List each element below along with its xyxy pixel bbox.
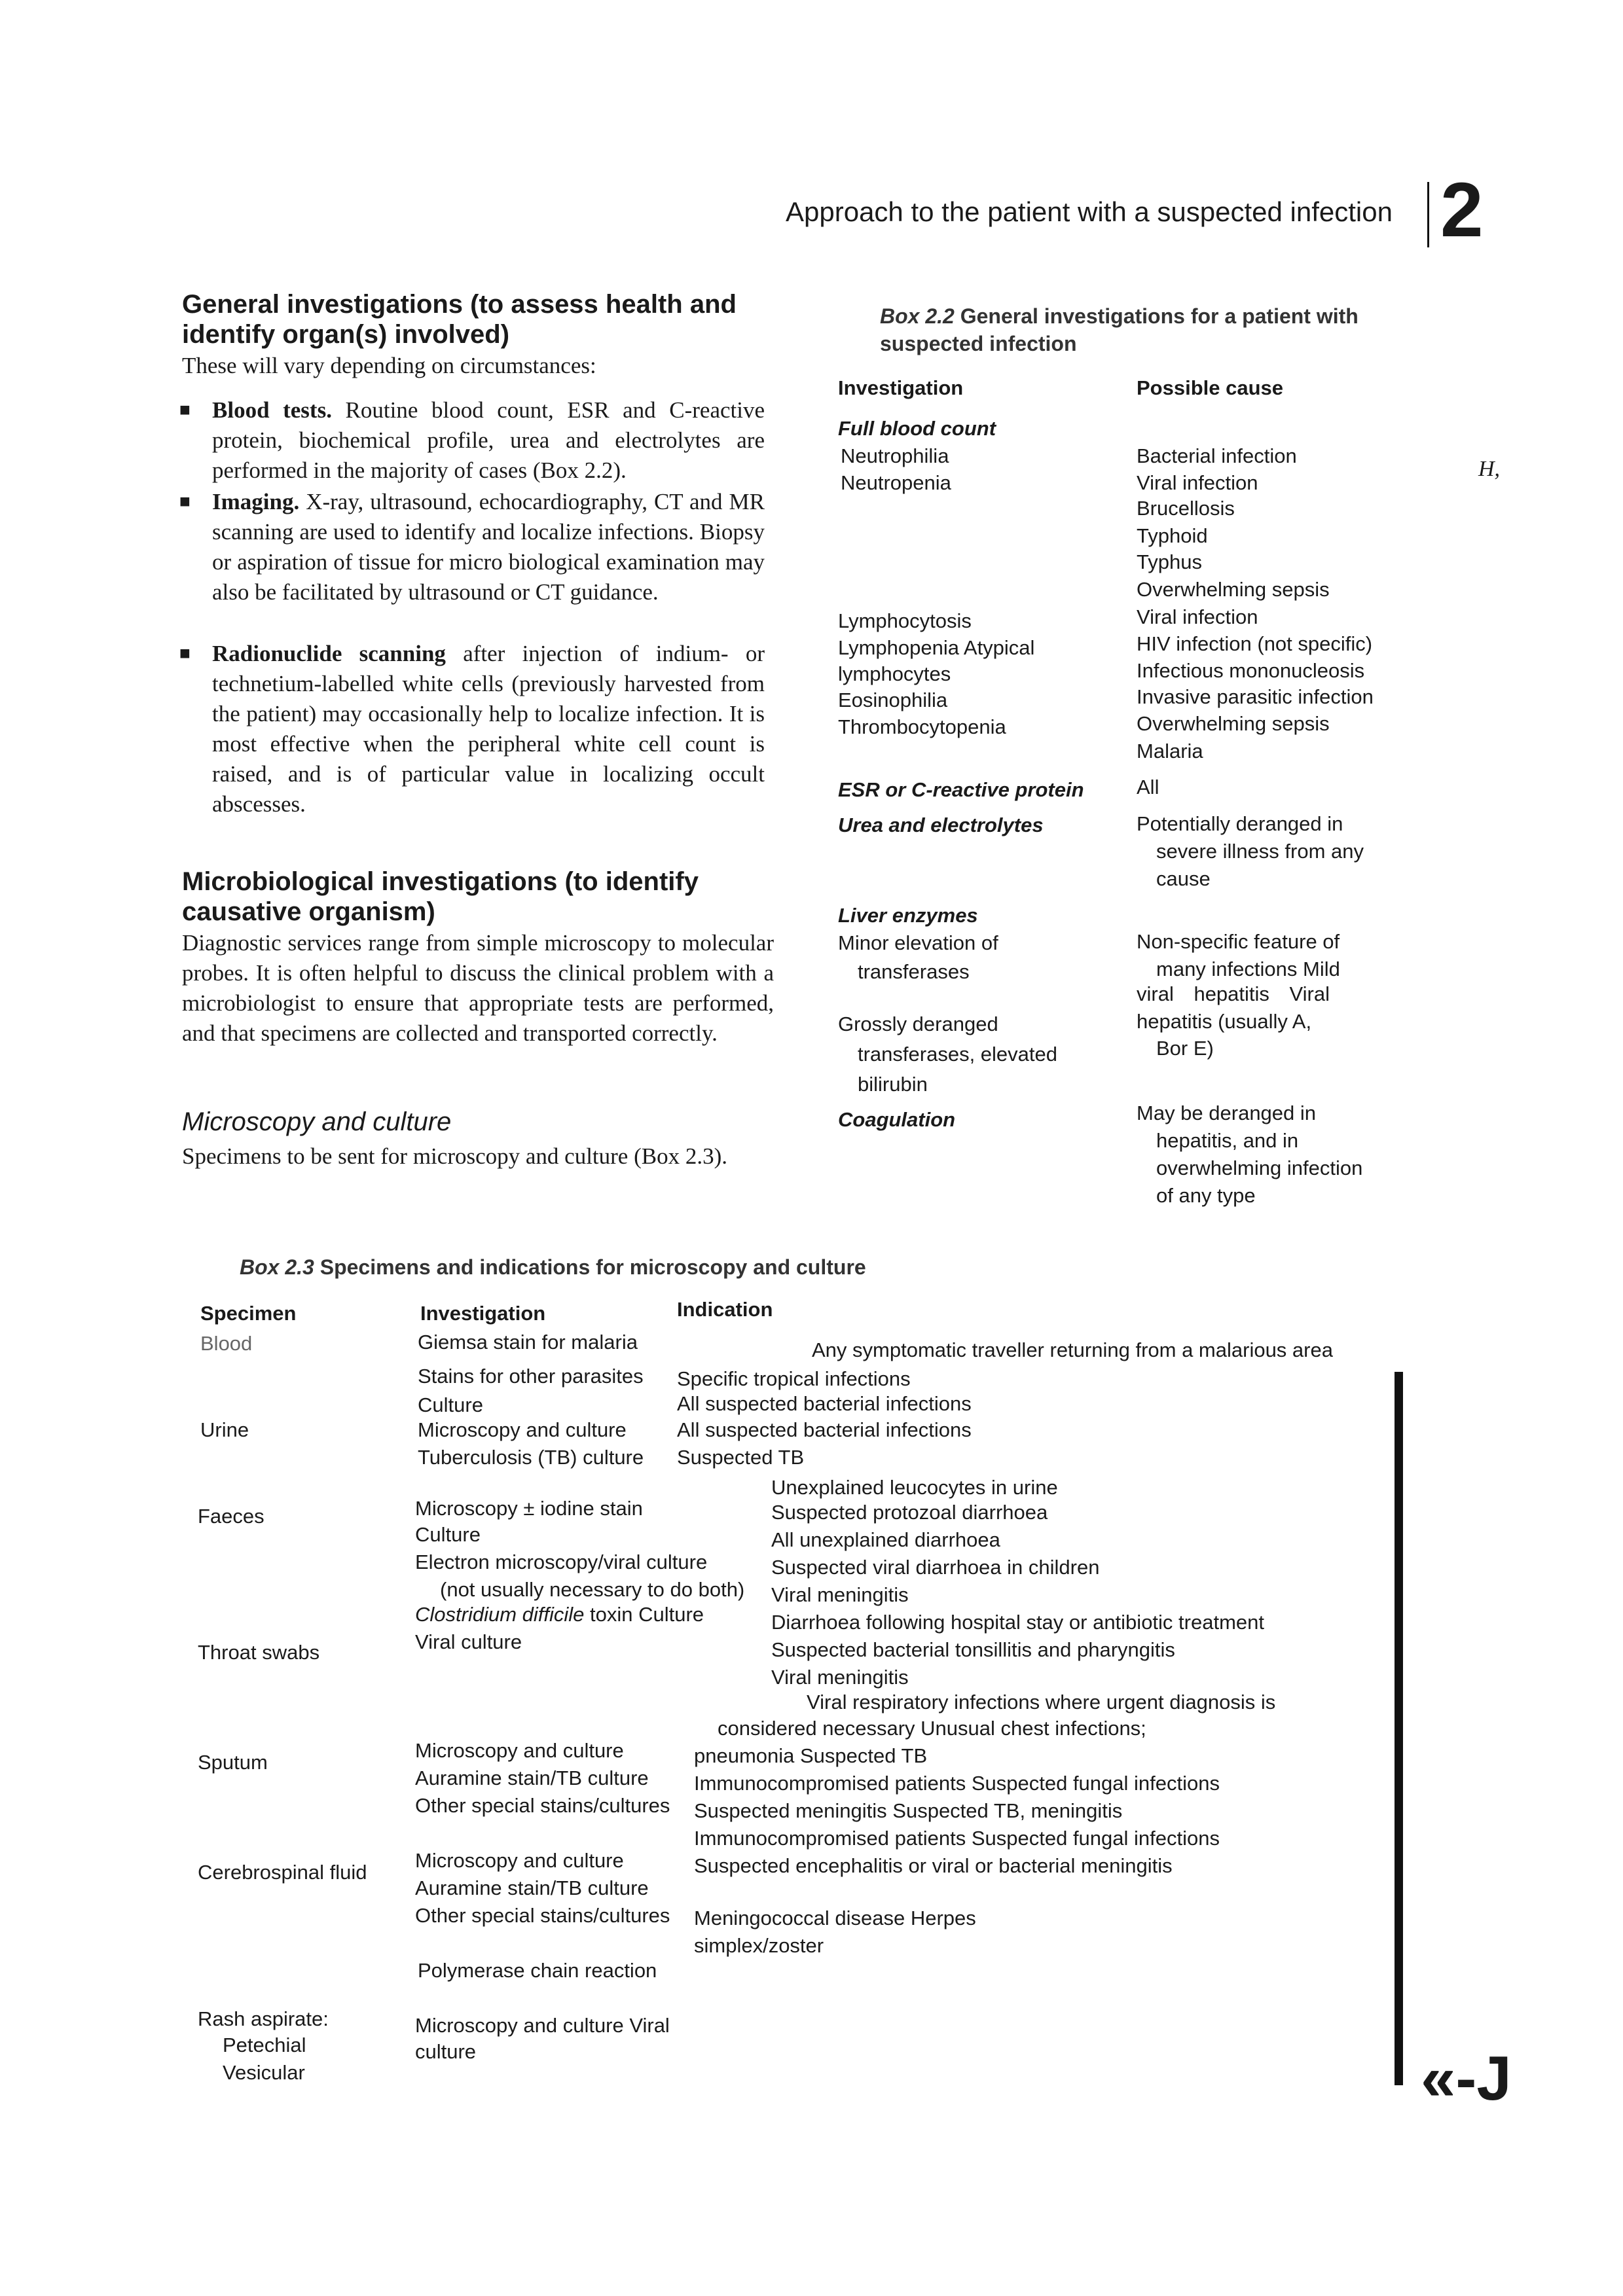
box22-cause: Viral infection [1137, 471, 1258, 494]
specimen-vesicular: Vesicular [223, 2061, 305, 2084]
box23-col-specimen: Specimen [200, 1302, 297, 1325]
box22-coag-cause: of any type [1156, 1184, 1256, 1207]
specimen-urine: Urine [200, 1418, 249, 1441]
specimen-csf: Cerebrospinal fluid [198, 1861, 367, 1884]
running-header: Approach to the patient with a suspected infection [786, 196, 1393, 227]
box22-coag-cause: overwhelming infection [1156, 1157, 1363, 1179]
box22-coagulation: Coagulation [838, 1108, 956, 1131]
investigation-item: Auramine stain/TB culture [415, 1876, 649, 1899]
box-2-2-title [880, 302, 1404, 357]
indication-item: Viral respiratory infections where urgent diagnosis is [807, 1691, 1276, 1713]
box22-minor-cause: Bor E) [1156, 1037, 1214, 1060]
box22-lymphocytes: lymphocytes [838, 662, 951, 685]
box22-cause: Brucellosis [1137, 497, 1235, 520]
indication-item: pneumonia Suspected TB [694, 1744, 928, 1767]
culture-paragraph: Specimens to be sent for microscopy and culture (Box 2.3). [182, 1143, 727, 1169]
indication-item: Suspected meningitis Suspected TB, meningitis [694, 1799, 1123, 1822]
section-heading-culture: Microscopy and culture [182, 1107, 452, 1136]
chapter-number: 2 [1440, 167, 1484, 253]
investigation-item: Culture [415, 1523, 481, 1546]
indication-item: All suspected bacterial infections [677, 1392, 972, 1415]
specimen-throat: Throat swabs [198, 1641, 320, 1664]
indication-item: considered necessary Unusual chest infections; [718, 1717, 1146, 1740]
box22-cause: Viral infection [1137, 605, 1258, 628]
specimen-rash: Rash aspirate: [198, 2007, 329, 2030]
box22-urea-cause: severe illness from any [1156, 840, 1364, 863]
indication-item: All unexplained diarrhoea [771, 1528, 1000, 1551]
investigation-item: Electron microscopy/viral culture [415, 1551, 708, 1573]
box22-minor-cause: many infections Mild [1156, 958, 1340, 980]
general-intro: These will vary depending on circumstances: [182, 353, 596, 378]
specimen-petechial: Petechial [223, 2034, 306, 2056]
indication-item: Unexplained leucocytes in urine [771, 1476, 1058, 1499]
investigation-item: Stains for other parasites [418, 1365, 644, 1388]
box22-minor-cause: viral hepatitis Viral [1137, 982, 1330, 1005]
indication-item: Viral meningitis [771, 1583, 909, 1606]
box22-cause: Invasive parasitic infection [1137, 685, 1374, 708]
section-heading-micro: Microbiological investigations (to identify causative organism) [182, 867, 699, 926]
indication-item: Suspected bacterial tonsillitis and pharyngitis [771, 1638, 1175, 1661]
box22-liver: Liver enzymes [838, 904, 978, 927]
investigation-item: culture [415, 2040, 477, 2063]
specimen-blood: Blood [200, 1332, 253, 1355]
box22-col-cause: Possible cause [1137, 376, 1284, 399]
bullet-lead: Imaging. [212, 489, 300, 514]
investigation-item: Microscopy and culture [415, 1739, 624, 1762]
box-title-text: General investigations for a patient with suspected infection [880, 304, 1359, 355]
bullet-lead: Blood tests. [212, 397, 332, 423]
indication-item: Specific tropical infections [677, 1367, 911, 1390]
bullet-imaging [179, 487, 765, 607]
indication-item: Suspected encephalitis or viral or bacterial meningitis [694, 1854, 1173, 1877]
investigation-item: Microscopy and culture Viral [415, 2014, 670, 2037]
box23-col-indication: Indication [677, 1298, 773, 1321]
box22-grossly: Grossly deranged [838, 1013, 998, 1035]
indication-item: Immunocompromised patients Suspected fungal infections [694, 1772, 1220, 1795]
box22-neutrophilia: Neutrophilia [841, 444, 949, 467]
investigation-item: Culture [418, 1393, 483, 1416]
bullet-text: Routine blood count, ESR and C-reactive protein, biochemical profile, urea and electrolytes are performed in the majority of cases (Box 2.2). [212, 397, 765, 483]
box22-urea: Urea and electrolytes [838, 814, 1044, 836]
box22-eosinophilia: Eosinophilia [838, 689, 948, 711]
box23-col-investigation: Investigation [420, 1302, 546, 1325]
indication-item: Diarrhoea following hospital stay or antibiotic treatment [771, 1611, 1264, 1634]
investigation-item: Viral culture [415, 1630, 522, 1653]
indication-item: simplex/zoster [694, 1934, 824, 1957]
box22-full-blood-count: Full blood count [838, 417, 996, 440]
box-2-3-title [240, 1255, 866, 1280]
box-label: Box 2.2 [880, 304, 955, 328]
indication-item: All suspected bacterial infections [677, 1418, 972, 1441]
corner-mark: «-J [1421, 2043, 1512, 2113]
investigation-item: Microscopy and culture [418, 1418, 627, 1441]
box22-neutropenia: Neutropenia [841, 471, 951, 494]
box22-lymphopenia: Lymphopenia Atypical [838, 636, 1035, 659]
bullet-blood-tests [179, 395, 765, 486]
bullet-text: after injection of indium- or technetium-labelled white cells (previously harvested from the patient) may occasionally help to localize infection. It is most effective when the peripheral white cell count is raised, and is of particular value in localizing occult abscesses. [212, 641, 765, 817]
box22-esr: ESR or C-reactive protein [838, 778, 1084, 801]
box22-cause: Overwhelming sepsis [1137, 712, 1330, 735]
box22-minor-cause: Non-specific feature of [1137, 930, 1340, 953]
bullet-lead: Radionuclide scanning [212, 641, 446, 666]
bullet-radionuclide [179, 639, 765, 819]
box22-coag-cause: hepatitis, and in [1156, 1129, 1299, 1152]
box22-minor-cause: hepatitis (usually A, [1137, 1010, 1312, 1033]
specimen-faeces: Faeces [198, 1505, 264, 1528]
box22-cause: HIV infection (not specific) [1137, 632, 1373, 655]
indication-item: Any symptomatic traveller returning from a malarious area [812, 1338, 1333, 1361]
indication-item: Suspected TB [677, 1446, 805, 1469]
box22-cause: Overwhelming sepsis [1137, 578, 1330, 601]
investigation-item: (not usually necessary to do both) [440, 1578, 745, 1601]
box22-grossly: transferases, elevated [858, 1043, 1058, 1066]
box22-esr-cause: All [1137, 776, 1159, 798]
box-title-text: Specimens and indications for microscopy and culture [314, 1255, 866, 1279]
section-heading-general: General investigations (to assess health and identify organ(s) involved) [182, 290, 737, 349]
investigation-item: Tuberculosis (TB) culture [418, 1446, 644, 1469]
bullet-square-icon: ■ [179, 643, 191, 664]
box22-cause: Malaria [1137, 740, 1203, 762]
vertical-rule [1395, 1372, 1403, 2085]
investigation-item: Microscopy ± iodine stain [415, 1497, 643, 1520]
indication-item: Suspected protozoal diarrhoea [771, 1501, 1048, 1524]
box22-urea-cause: cause [1156, 867, 1211, 890]
box22-cause: Typhoid [1137, 524, 1208, 547]
box22-minor: Minor elevation of [838, 931, 998, 954]
indication-item: Viral meningitis [771, 1666, 909, 1689]
investigation-item: Other special stains/cultures [415, 1794, 670, 1817]
box22-cause: Typhus [1137, 550, 1202, 573]
micro-paragraph: Diagnostic services range from simple microscopy to molecular probes. It is often helpful to discuss the clinical problem with a microbiologist to ensure that appropriate tests are performed, and that specimens are collected and transported correctly. [182, 930, 774, 1046]
investigation-item: Other special stains/cultures [415, 1904, 670, 1927]
indication-item: Meningococcal disease Herpes [694, 1907, 976, 1929]
margin-note: H, [1478, 457, 1501, 481]
box22-lymphocytosis: Lymphocytosis [838, 609, 972, 632]
investigation-item: Giemsa stain for malaria [418, 1331, 638, 1354]
investigation-item: Microscopy and culture [415, 1849, 624, 1872]
bullet-square-icon: ■ [179, 400, 191, 420]
box22-urea-cause: Potentially deranged in [1137, 812, 1343, 835]
box-label: Box 2.3 [240, 1255, 314, 1279]
bullet-square-icon: ■ [179, 492, 191, 512]
indication-item: Immunocompromised patients Suspected fungal infections [694, 1827, 1220, 1850]
investigation-rest: toxin Culture [584, 1603, 704, 1626]
box22-col-investigation: Investigation [838, 376, 964, 399]
box22-cause: Bacterial infection [1137, 444, 1297, 467]
bullet-text: X-ray, ultrasound, echocardiography, CT and MR scanning are used to identify and localize infections. Biopsy or aspiration of tissue for micro biological examination may also be facilitated by ultrasound or CT guidance. [212, 489, 765, 605]
organism-name: Clostridium difficile [415, 1603, 585, 1626]
indication-item: Suspected viral diarrhoea in children [771, 1556, 1100, 1579]
investigation-item [415, 1601, 704, 1628]
investigation-item: Polymerase chain reaction [418, 1959, 657, 1982]
header-divider [1427, 182, 1429, 247]
box22-thrombocytopenia: Thrombocytopenia [838, 715, 1006, 738]
box22-grossly: bilirubin [858, 1073, 928, 1096]
box22-minor: transferases [858, 960, 970, 983]
box22-coag-cause: May be deranged in [1137, 1102, 1317, 1124]
specimen-sputum: Sputum [198, 1751, 268, 1774]
investigation-item: Auramine stain/TB culture [415, 1767, 649, 1789]
box22-cause: Infectious mononucleosis [1137, 659, 1365, 682]
